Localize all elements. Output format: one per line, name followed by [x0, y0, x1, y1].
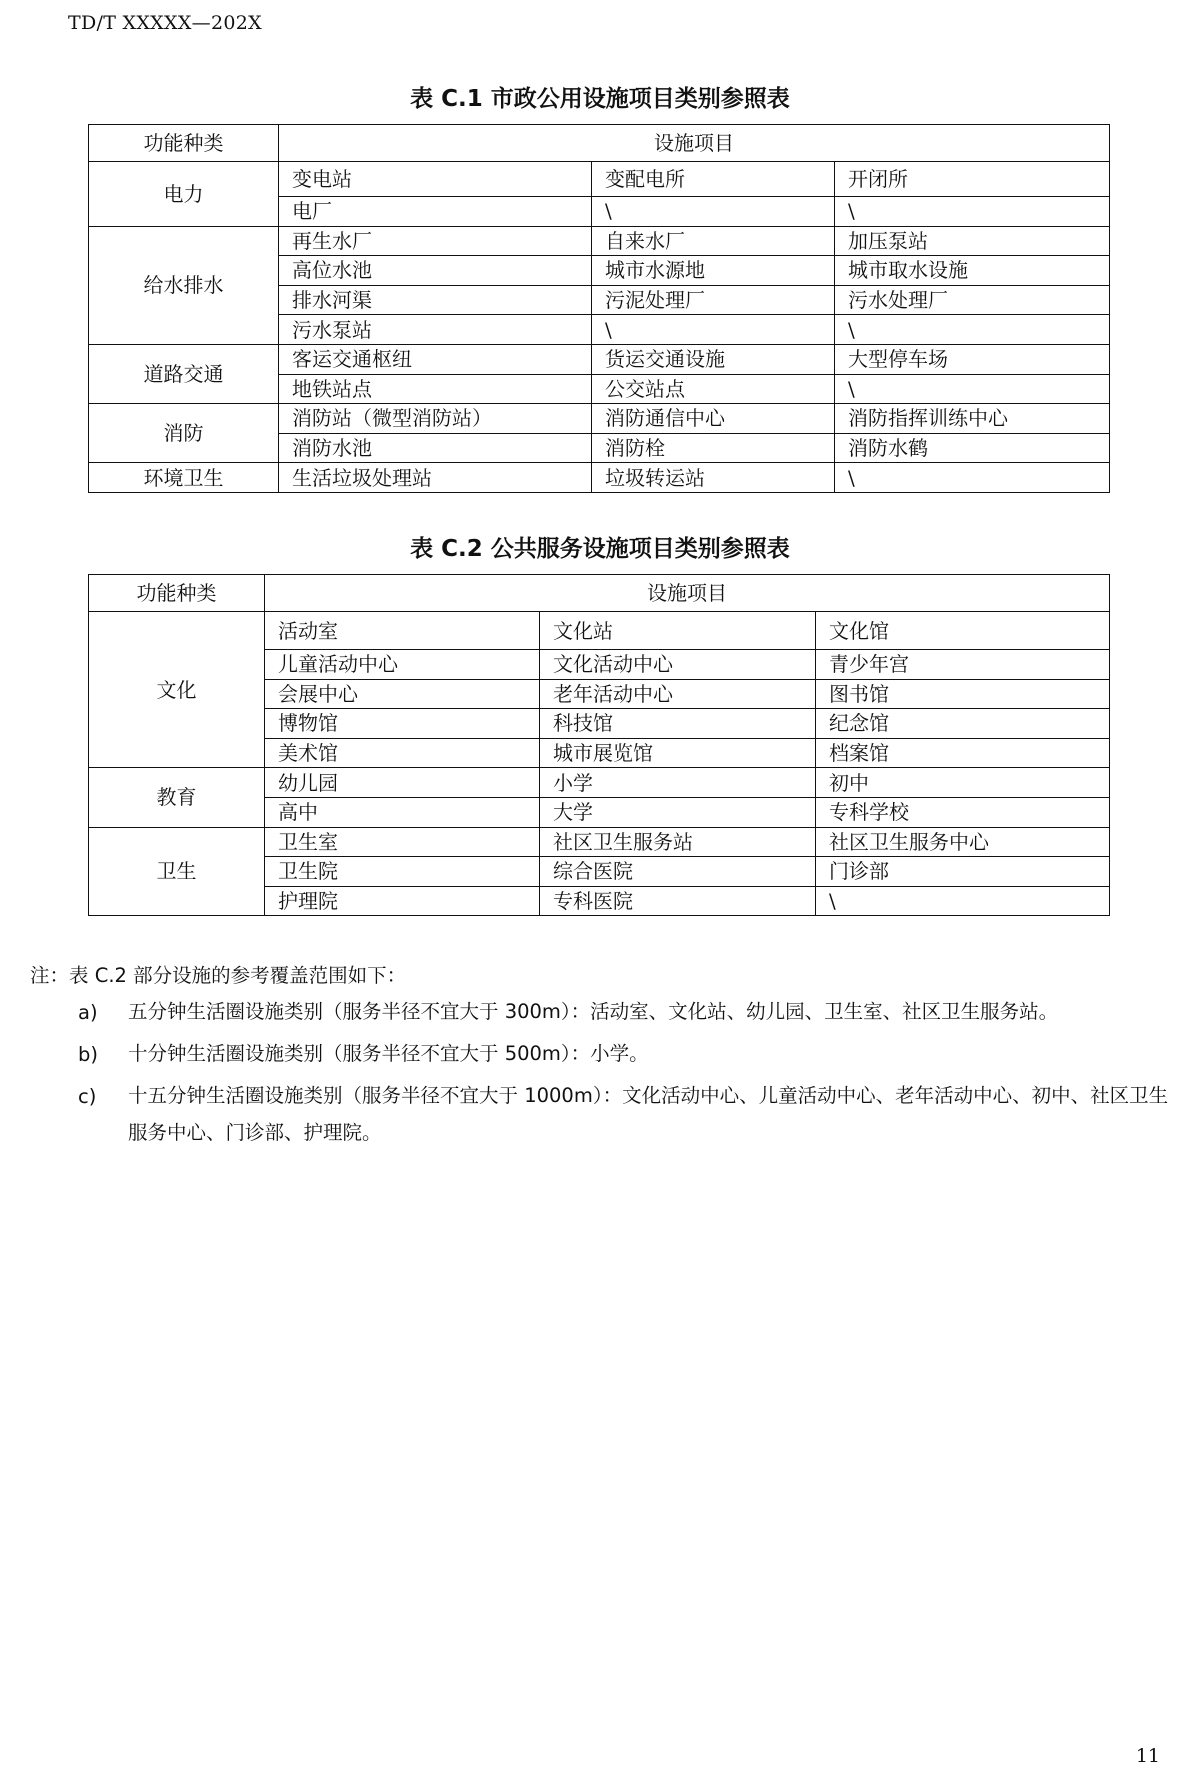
category-cell: 给水排水: [89, 226, 279, 344]
category-cell: 道路交通: [89, 344, 279, 403]
column-header-category: 功能种类: [89, 125, 279, 162]
facility-cell: 货运交通设施: [592, 344, 835, 374]
facility-cell: 文化馆: [816, 612, 1110, 650]
facility-cell: 污水处理厂: [835, 285, 1110, 315]
facility-cell: \: [835, 374, 1110, 404]
coverage-note: [30, 960, 1170, 1164]
table-row: [89, 463, 1110, 493]
facility-cell: \: [592, 197, 835, 227]
facility-cell: 护理院: [265, 886, 540, 916]
table-row: [89, 404, 1110, 434]
facility-cell: 排水河渠: [279, 285, 592, 315]
facility-cell: 地铁站点: [279, 374, 592, 404]
note-marker: c): [78, 1085, 97, 1108]
facility-cell: 纪念馆: [816, 709, 1110, 739]
facility-cell: 再生水厂: [279, 226, 592, 256]
facility-cell: 开闭所: [835, 162, 1110, 197]
facility-cell: 幼儿园: [265, 768, 540, 798]
facility-cell: 城市取水设施: [835, 256, 1110, 286]
facility-cell: 专科学校: [816, 797, 1110, 827]
note-text: 十分钟生活圈设施类别（服务半径不宜大于 500m）：小学。: [128, 1042, 649, 1065]
facility-cell: 卫生院: [265, 857, 540, 887]
table-row: [89, 768, 1110, 798]
table-row: [89, 162, 1110, 197]
facility-cell: \: [816, 886, 1110, 916]
facility-cell: \: [835, 463, 1110, 493]
facility-cell: 高中: [265, 797, 540, 827]
facility-cell: \: [592, 315, 835, 345]
facility-cell: 儿童活动中心: [265, 650, 540, 680]
facility-cell: 生活垃圾处理站: [279, 463, 592, 493]
category-cell: 环境卫生: [89, 463, 279, 493]
category-cell: 卫生: [89, 827, 265, 916]
facility-cell: 科技馆: [540, 709, 816, 739]
page-number: 11: [1135, 1745, 1160, 1767]
facility-cell: 消防栓: [592, 433, 835, 463]
facility-cell: 自来水厂: [592, 226, 835, 256]
document-id: TD/T XXXXX—202X: [68, 12, 262, 34]
column-header-category: 功能种类: [89, 575, 265, 612]
note-heading: 注：表 C.2 部分设施的参考覆盖范围如下：: [30, 964, 407, 987]
facility-cell: 文化站: [540, 612, 816, 650]
facility-cell: 消防站（微型消防站）: [279, 404, 592, 434]
table-c2-title: 表 C.2 公共服务设施项目类别参照表: [410, 536, 790, 562]
facility-cell: 图书馆: [816, 679, 1110, 709]
facility-cell: \: [835, 197, 1110, 227]
table-c1-title: 表 C.1 市政公用设施项目类别参照表: [410, 86, 790, 112]
facility-cell: 青少年宫: [816, 650, 1110, 680]
public-service-facility-table: [88, 574, 1110, 916]
facility-cell: 垃圾转运站: [592, 463, 835, 493]
note-marker: b): [78, 1043, 98, 1066]
facility-cell: 文化活动中心: [540, 650, 816, 680]
category-cell: 消防: [89, 404, 279, 463]
table-row: [89, 827, 1110, 857]
facility-cell: 卫生室: [265, 827, 540, 857]
facility-cell: 综合医院: [540, 857, 816, 887]
category-cell: 电力: [89, 162, 279, 227]
facility-cell: 客运交通枢纽: [279, 344, 592, 374]
facility-cell: 门诊部: [816, 857, 1110, 887]
facility-cell: 消防通信中心: [592, 404, 835, 434]
column-header-items: 设施项目: [279, 125, 1110, 162]
facility-cell: 美术馆: [265, 738, 540, 768]
note-item: [30, 1001, 1170, 1030]
facility-cell: 城市展览馆: [540, 738, 816, 768]
facility-cell: 加压泵站: [835, 226, 1110, 256]
facility-cell: 大学: [540, 797, 816, 827]
facility-cell: 专科医院: [540, 886, 816, 916]
facility-cell: 消防水池: [279, 433, 592, 463]
table-row: [89, 344, 1110, 374]
category-cell: 教育: [89, 768, 265, 827]
facility-cell: 消防水鹤: [835, 433, 1110, 463]
table-header-row: [89, 575, 1110, 612]
municipal-facility-table: [88, 124, 1110, 493]
note-text: 五分钟生活圈设施类别（服务半径不宜大于 300m）：活动室、文化站、幼儿园、卫生室、社区卫生服务站。: [128, 1000, 1059, 1023]
facility-cell: 会展中心: [265, 679, 540, 709]
facility-cell: 小学: [540, 768, 816, 798]
facility-cell: 消防指挥训练中心: [835, 404, 1110, 434]
category-cell: 文化: [89, 612, 265, 768]
facility-cell: 老年活动中心: [540, 679, 816, 709]
facility-cell: 档案馆: [816, 738, 1110, 768]
facility-cell: 高位水池: [279, 256, 592, 286]
note-text: 十五分钟生活圈设施类别（服务半径不宜大于 1000m）：文化活动中心、儿童活动中心、老年活动中心、初中、社区卫生服务中心、门诊部、护理院。: [128, 1084, 1169, 1144]
table-row: [89, 612, 1110, 650]
facility-cell: 社区卫生服务中心: [816, 827, 1110, 857]
facility-cell: 电厂: [279, 197, 592, 227]
facility-cell: 活动室: [265, 612, 540, 650]
facility-cell: 污水泵站: [279, 315, 592, 345]
facility-cell: 污泥处理厂: [592, 285, 835, 315]
table-header-row: [89, 125, 1110, 162]
facility-cell: 社区卫生服务站: [540, 827, 816, 857]
column-header-items: 设施项目: [265, 575, 1110, 612]
facility-cell: 公交站点: [592, 374, 835, 404]
facility-cell: 初中: [816, 768, 1110, 798]
facility-cell: 变电站: [279, 162, 592, 197]
facility-cell: 博物馆: [265, 709, 540, 739]
facility-cell: 城市水源地: [592, 256, 835, 286]
facility-cell: 变配电所: [592, 162, 835, 197]
note-item: [30, 1085, 1170, 1151]
note-marker: a): [78, 1001, 98, 1024]
table-row: [89, 226, 1110, 256]
facility-cell: \: [835, 315, 1110, 345]
facility-cell: 大型停车场: [835, 344, 1110, 374]
note-item: [30, 1043, 1170, 1072]
